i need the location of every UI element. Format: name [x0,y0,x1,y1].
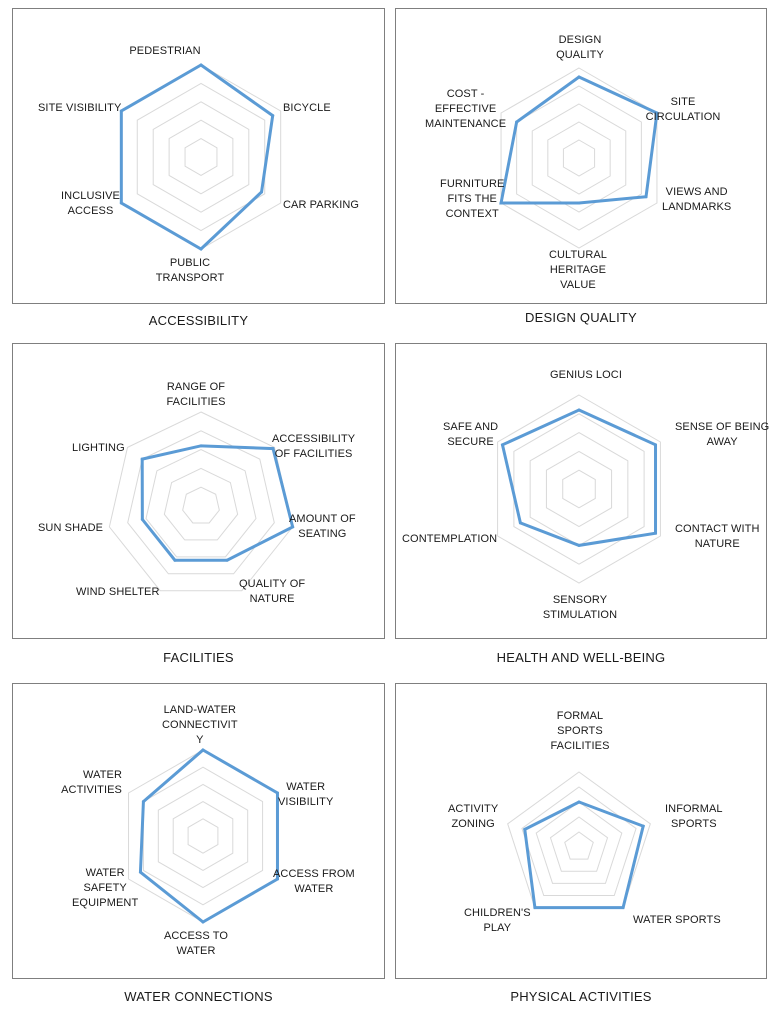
axis-label: CULTURAL HERITAGE VALUE [548,249,608,291]
axis-label: INFORMAL SPORTS [665,803,723,830]
axis-label: LAND-WATER CONNECTIVIT Y [162,704,238,746]
axis-label: LIGHTING [72,442,125,454]
data-point [533,906,536,909]
axis-label: COST - EFFECTIVE MAINTENANCE [425,88,507,130]
axis-label: ACCESS TO WATER [163,930,229,957]
axis-label: WATER ACTIVITIES [61,769,122,796]
chart-title: PHYSICAL ACTIVITIES [510,989,652,1004]
axis-label: DESIGN QUALITY [556,34,604,61]
axis-label: CONTACT WITH NATURE [675,523,760,550]
axis-label: CHILDREN'S PLAY [464,907,531,934]
data-point [622,906,625,909]
axis-label: GENIUS LOCI [550,369,623,381]
data-point [578,801,581,804]
axis-label: WATER SAFETY EQUIPMENT [72,867,139,909]
axis-label: CAR PARKING [283,199,360,211]
axis-label: RANGE OF FACILITIES [166,381,226,408]
axis-label: VIEWS AND LANDMARKS [662,186,732,213]
axis-label: WIND SHELTER [76,586,160,598]
axis-label: PUBLIC TRANSPORT [155,257,225,284]
axis-label: SENSE OF BEING AWAY [675,421,770,448]
axis-label: QUALITY OF NATURE [239,578,306,605]
axis-label: PEDESTRIAN [129,45,201,57]
axis-label: SAFE AND SECURE [443,421,499,448]
axis-label: ACCESSIBILITY OF FACILITIES [272,433,356,460]
chart-title: FACILITIES [163,650,234,665]
axis-label: CONTEMPLATION [402,533,498,545]
axis-label: FORMAL SPORTS FACILITIES [550,710,610,752]
chart-title: WATER CONNECTIONS [124,989,273,1004]
axis-label: SUN SHADE [38,522,104,534]
axis-label: SENSORY STIMULATION [542,594,618,621]
axis-label: BICYCLE [283,102,331,114]
axis-label: SITE CIRCULATION [645,96,721,123]
chart-title: DESIGN QUALITY [525,310,637,325]
axis-label: SITE VISIBILITY [38,102,122,114]
axis-label: INCLUSIVE ACCESS [61,190,120,217]
chart-title: HEALTH AND WELL-BEING [496,650,666,665]
axis-label: FURNITURE FITS THE CONTEXT [440,178,505,220]
grid-ring [565,832,594,859]
axis-label: ACTIVITY ZONING [448,803,499,830]
data-point [642,825,645,828]
chart-title: ACCESSIBILITY [148,313,249,328]
grid-ring [550,817,607,871]
data-point [523,828,526,831]
axis-label: WATER SPORTS [633,914,721,926]
axis-label: WATER VISIBILITY [278,781,334,808]
axis-label: AMOUNT OF SEATING [289,513,356,540]
axis-label: ACCESS FROM WATER [273,868,355,895]
